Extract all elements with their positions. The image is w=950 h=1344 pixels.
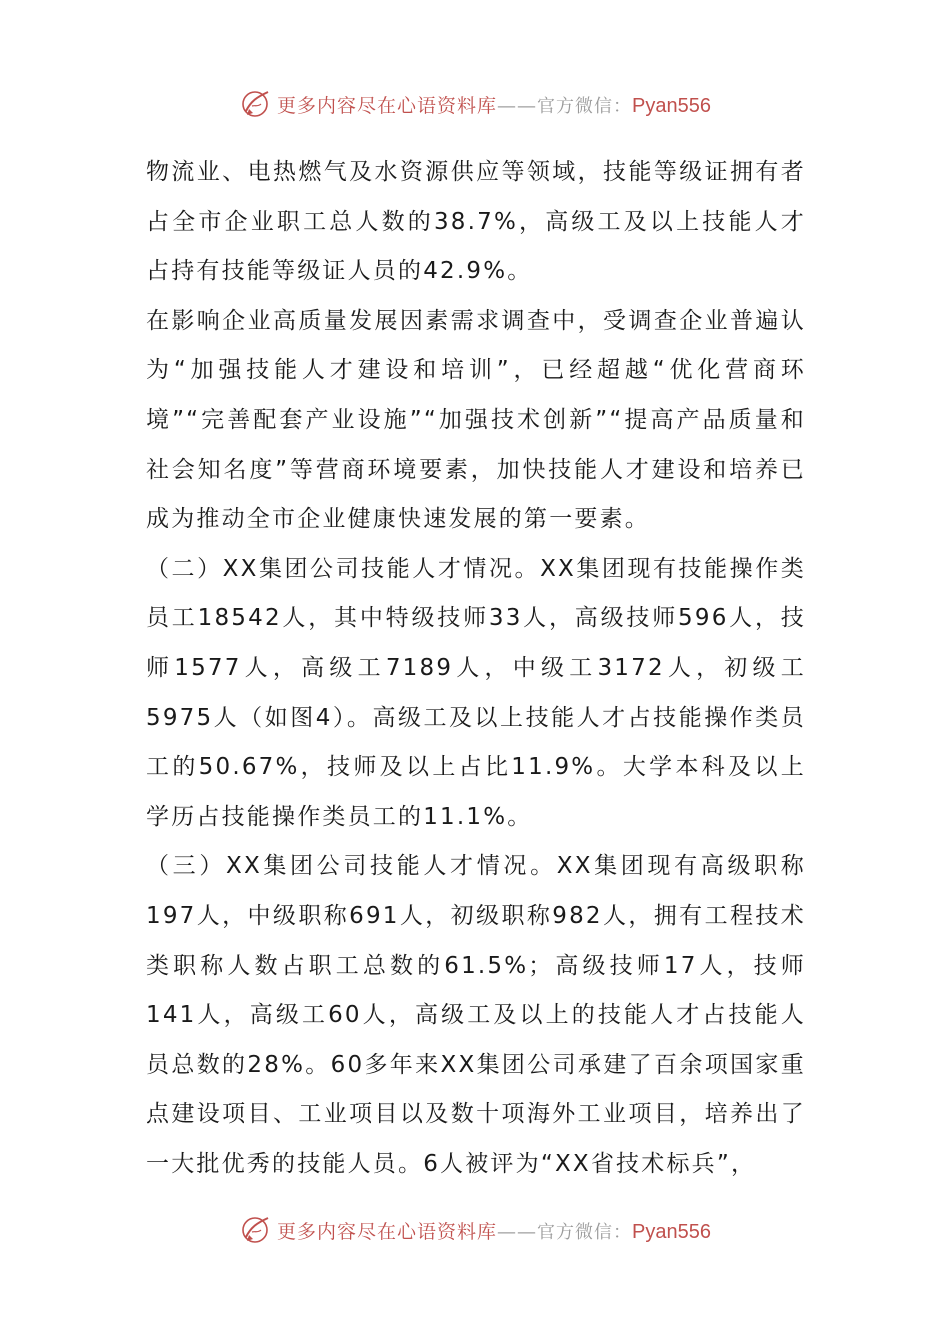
site-text: 更多内容尽在心语资料库	[277, 94, 498, 117]
site-text: 更多内容尽在心语资料库	[277, 1220, 498, 1243]
paragraph-2: 在影响企业高质量发展因素需求调查中，受调查企业普遍认为“加强技能人才建设和培训”，已经超越“优化营商环境”“完善配套产业设施”“加强技术创新”“提高产品质量和社会知名度”等营商环境要素，加快技能人才建设和培养已成为推动全市企业健康快速发展的第一要素。	[146, 307, 806, 533]
paragraph-1: 物流业、电热燃气及水资源供应等领域，技能等级证拥有者占全市企业职工总人数的38.7%，高级工及以上技能人才占持有技能等级证人员的42.9%。	[146, 159, 806, 285]
separator: ——	[497, 94, 538, 117]
wechat-label: 官方微信：	[537, 95, 633, 117]
separator: ——	[497, 1220, 538, 1243]
wechat-id: Pyan556	[632, 1220, 711, 1243]
header-banner[interactable]	[0, 84, 950, 124]
wechat-id: Pyan556	[632, 94, 711, 117]
body-text	[146, 148, 806, 1189]
header-banner-text	[277, 91, 711, 118]
paragraph-3: （二）XX集团公司技能人才情况。XX集团现有技能操作类员工18542人，其中特级技师33人，高级技师596人，技师1577人，高级工7189人，中级工3172人，初级工5975人（如图4）。高级工及以上技能人才占技能操作类员工的50.67%，技师及以上占比11.9%。大学本科及以上学历占技能操作类员工的11.1%。	[146, 555, 806, 830]
pen-signature-logo-icon	[239, 87, 273, 121]
footer-banner[interactable]	[0, 1210, 950, 1250]
wechat-label: 官方微信：	[537, 1221, 633, 1243]
paragraph-4: （三）XX集团公司技能人才情况。XX集团现有高级职称197人，中级职称691人，初级职称982人，拥有工程技术类职称人数占职工总数的61.5%；高级技师17人，技师141人，高级工60人，高级工及以上的技能人才占技能人员总数的28%。60多年来XX集团公司承建了百余项国家重点建设项目、工业项目以及数十项海外工业项目，培养出了一大批优秀的技能人员。6人被评为“XX省技术标兵”，	[146, 853, 806, 1177]
footer-banner-text	[277, 1217, 711, 1244]
pen-signature-logo-icon	[239, 1213, 273, 1247]
